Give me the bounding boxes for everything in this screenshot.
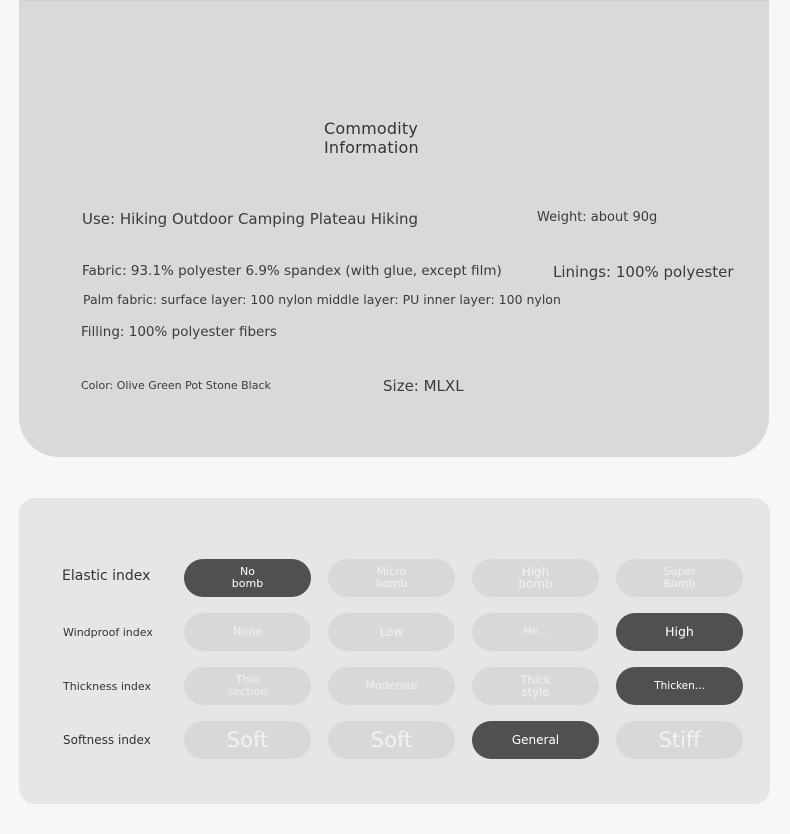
indices-card xyxy=(19,498,770,804)
size-text: Size: MLXL xyxy=(383,377,464,395)
pill-text: Me... xyxy=(523,626,548,637)
pill-text: Super Bomb xyxy=(663,565,696,590)
elastic-index-label: Elastic index xyxy=(62,568,151,584)
pill-text: None xyxy=(233,625,262,638)
windproof-option-low[interactable] xyxy=(328,613,455,651)
windproof-option-medium[interactable] xyxy=(472,613,599,651)
thickness-index-label: Thickness index xyxy=(63,680,151,693)
pill-text: Soft xyxy=(226,728,269,752)
pill-text: Thick style xyxy=(520,673,551,699)
use-text: Use: Hiking Outdoor Camping Plateau Hiking xyxy=(82,210,419,228)
elastic-option-high-bomb[interactable] xyxy=(472,559,599,597)
pill-text: Thin section xyxy=(227,673,268,698)
commodity-title xyxy=(324,119,419,157)
pill-text: Stiff xyxy=(658,728,701,752)
filling-text: Filling: 100% polyester fibers xyxy=(81,324,277,340)
windproof-option-none[interactable] xyxy=(184,613,311,651)
windproof-option-high[interactable] xyxy=(616,613,743,651)
softness-index-label: Softness index xyxy=(63,733,151,747)
softness-option-general[interactable] xyxy=(472,721,599,759)
commodity-info-card xyxy=(19,0,769,457)
pill-text: High bomb xyxy=(518,565,553,591)
fabric-text: Fabric: 93.1% polyester 6.9% spandex (with glue, except film) xyxy=(82,263,502,279)
thickness-option-moderate[interactable] xyxy=(328,667,455,705)
thickness-option-thin-section[interactable] xyxy=(184,667,311,705)
pill-text: Low xyxy=(379,625,404,639)
linings-text: Linings: 100% polyester xyxy=(553,263,734,281)
pill-text: Thicken... xyxy=(654,680,705,692)
pill-text: Moderate xyxy=(365,679,418,692)
pill-text: General xyxy=(511,733,560,747)
softness-option-soft-2[interactable] xyxy=(328,721,455,759)
palm-fabric-text: Palm fabric: surface layer: 100 nylon middle layer: PU inner layer: 100 nylon xyxy=(83,292,561,307)
elastic-option-no-bomb[interactable] xyxy=(184,559,311,597)
pill-text: No bomb xyxy=(231,565,264,590)
title-line-1: Commodity xyxy=(324,119,419,138)
color-text: Color: Olive Green Pot Stone Black xyxy=(81,379,271,392)
pill-text: High xyxy=(665,624,694,639)
thickness-option-thicken[interactable] xyxy=(616,667,743,705)
thickness-option-thick-style[interactable] xyxy=(472,667,599,705)
softness-option-soft-1[interactable] xyxy=(184,721,311,759)
softness-option-stiff[interactable] xyxy=(616,721,743,759)
elastic-option-micro-bomb[interactable] xyxy=(328,559,455,597)
pill-text: Soft xyxy=(370,728,413,752)
windproof-index-label: Windproof index xyxy=(63,626,153,639)
title-line-2: Information xyxy=(324,138,419,157)
pill-text: Micro bomb xyxy=(375,565,408,590)
elastic-option-super-bomb[interactable] xyxy=(616,559,743,597)
weight-text: Weight: about 90g xyxy=(537,210,658,225)
